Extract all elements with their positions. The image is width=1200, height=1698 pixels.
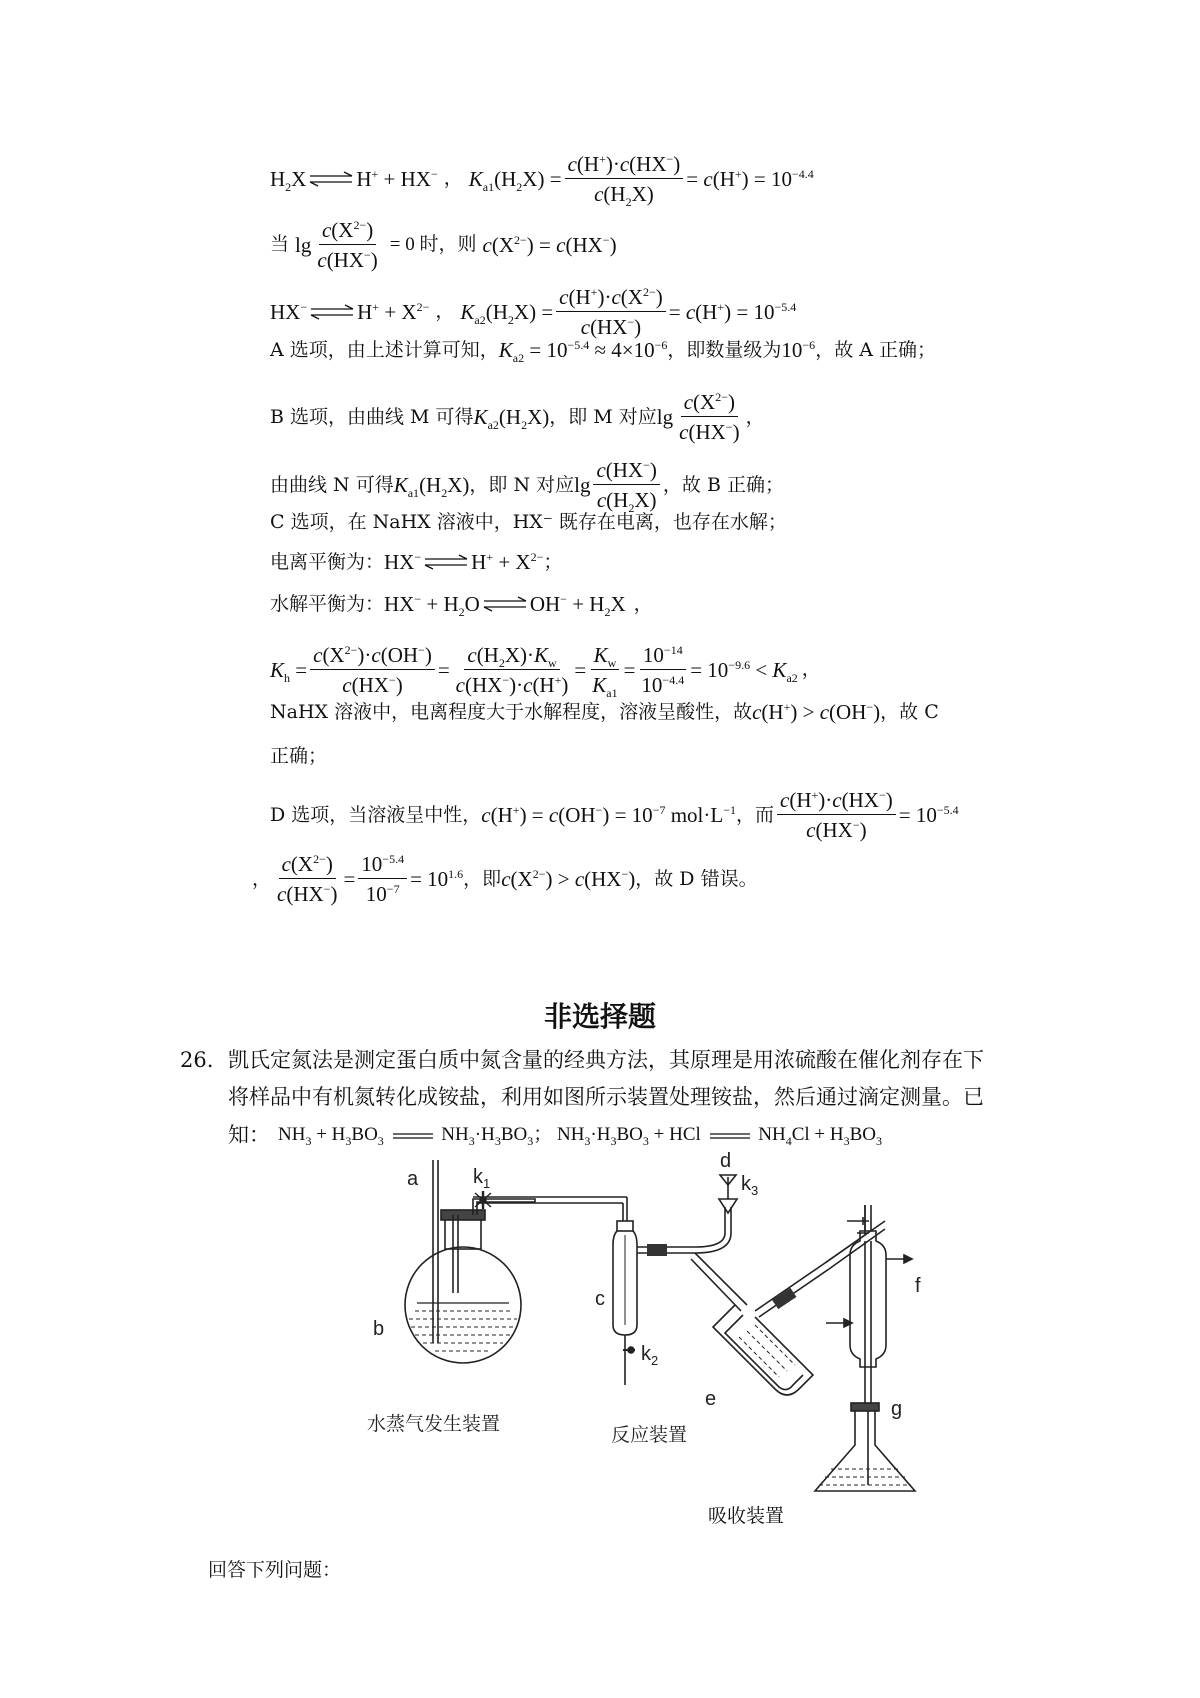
nahx-line-2: 正确； — [270, 745, 328, 767]
label-c: c — [595, 1288, 605, 1310]
label-b: b — [373, 1318, 385, 1340]
equilibrium-arrow-icon — [482, 597, 528, 611]
answer-prompt: 回答下列问题： — [208, 1559, 342, 1581]
apparatus-diagram — [367, 1150, 921, 1500]
caption-absorption: 吸收装置 — [708, 1505, 785, 1527]
line-ka1: $H_2X$ H+ + HX− ， $K_{a1}(H_2X)$ = $\frac{c(H^+)\cdot c(HX^-)}{c(H_2X)}$ = $c(H^+) = 10^{-4.4}$ — [270, 152, 814, 210]
equilibrium-arrow-icon — [423, 555, 469, 569]
question-line-3: 知： $NH_3 + H_3BO_3$ $NH_3\cdot H_3BO_3$； $NH_3\cdot H_3BO_3$ + HCl $NH_4Cl + H_3BO_3$ — [228, 1123, 883, 1148]
option-d-line-2: ， $\frac{c(X^{2-})}{c(HX^-)}$ = $\frac{10^{-5.4}}{10^{-7}}$ = $10^{1.6}$ ，即 $c(X^{2-}) > c(HX^-)$ ，故 D 错误。 — [252, 852, 758, 906]
curve-n-line: 由曲线 N 可得 $K_{a1}(H_2X)$ ，即 N 对应 lg $\frac{c(HX^-)}{c(H_2X)}$ ，故 B 正确； — [270, 458, 784, 516]
section-title: 非选择题 — [543, 1000, 656, 1033]
option-b-line: B 选项，由曲线 M 可得 $K_{a2}(H_2X)$ ，即 M 对应 lg $\frac{c(X^{2-})}{c(HX^-)}$ ， — [270, 390, 765, 444]
condenser-f-body — [826, 1205, 912, 1405]
nahx-line: NaHX 溶液中，电离程度大于水解程度，溶液呈酸性，故 c(H+) > c(OH−) ，故 C — [270, 700, 939, 724]
ionization-line: 电离平衡为： HX− $H^+ + X^{2-}$ ； — [270, 550, 563, 574]
option-c-line: C 选项，在 NaHX 溶液中，HX⁻ 既存在电离，也存在水解； — [270, 511, 787, 533]
line-condition: 当 lg $\frac{c(X^{2-})}{c(HX^-)}$ = 0 时，则 $c(X^{2-}) = c(HX^-)$ — [270, 218, 617, 272]
kh-line: $K_h$ = $\frac{c(X^{2-})\cdot c(OH^-)}{c(HX^-)}$ = $\frac{c(H_2X)\cdot K_w}{c(HX^-)\cdot c(H^+)}$ = $\frac{K_w}{K_{a1}}$ = $\frac{10^{-14}}{10^{-4.4}}$ = $10^{-9.6} < K_{a2}$ ， — [270, 643, 821, 701]
label-e: e — [705, 1388, 717, 1410]
option-d-line: D 选项，当溶液呈中性， $c(H^+) = c(OH^-) = 10^{-7}$ $mol\cdot L^{-1}$ ，而 $\frac{c(H^+)\cdot c(HX^-)}{c(HX^-)}$ = $10^{-5.4}$ — [270, 788, 959, 842]
label-a: a — [407, 1168, 419, 1190]
label-k3: $k_3$ — [741, 1173, 759, 1198]
question-line-1: 凯氏定氮法是测定蛋白质中氮含量的经典方法，其原理是用浓硫酸在催化剂存在下 — [228, 1048, 984, 1072]
funnel-d — [719, 1175, 737, 1213]
equal-arrow-icon — [710, 1131, 750, 1141]
trap-c — [613, 1221, 637, 1385]
label-k2: $k_2$ — [641, 1343, 659, 1368]
caption-steam-generator: 水蒸气发生装置 — [367, 1413, 501, 1435]
hydrolysis-line: 水解平衡为： $HX^- + H_2O$ $OH^- + H_2X$ ， — [270, 592, 653, 620]
option-a-line: A 选项，由上述计算可知， $K_{a2} = 10^{-5.4} \approx 4\times 10^{-6}$ ，即数量级为 $10^{-6}$ ，故 A 正确； — [270, 338, 936, 366]
question-line-2: 将样品中有机氮转化成铵盐，利用如图所示装置处理铵盐，然后通过滴定测量。已 — [228, 1085, 984, 1109]
steam-generator-flask — [405, 1160, 521, 1363]
caption-reaction: 反应装置 — [611, 1424, 688, 1446]
label-d: d — [720, 1150, 732, 1172]
line-ka2: HX− $H^+ + X^{2-}$ ， $K_{a2}(H_2X)$ = $\frac{c(H^+)\cdot c(X^{2-})}{c(HX^-)}$ = $c(H^+) = 10^{-5.4}$ — [270, 285, 797, 339]
label-g: g — [891, 1398, 903, 1420]
equilibrium-arrow-icon — [308, 172, 354, 186]
reaction-vessel-e — [713, 1305, 813, 1395]
equilibrium-arrow-icon — [309, 305, 355, 319]
label-k1: $k_1$ — [473, 1166, 491, 1191]
equal-arrow-icon — [393, 1131, 433, 1141]
question-number: 26. — [180, 1048, 214, 1072]
label-f: f — [915, 1275, 921, 1297]
